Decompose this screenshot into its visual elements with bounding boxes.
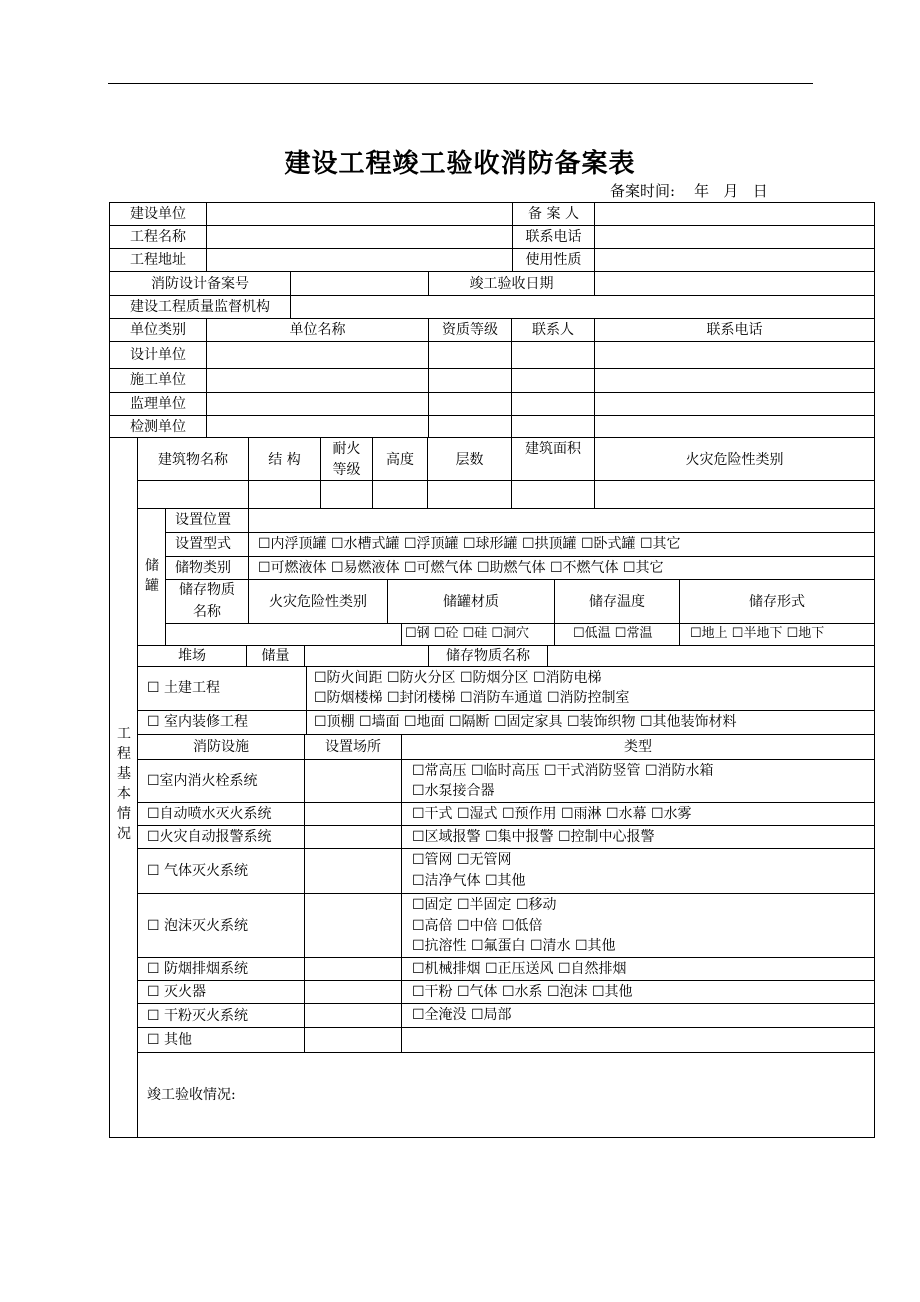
filing-time: 备案时间: 年 月 日 — [610, 182, 768, 200]
label-tank-material: 储罐材质 — [443, 594, 499, 610]
label-storage-temp: 储存温度 — [589, 594, 645, 610]
label-facility-place: 设置场所 — [325, 739, 381, 755]
label-unit-type: 单位类别 — [130, 322, 186, 338]
tank-label: 储 罐 — [145, 558, 159, 594]
label-structure: 结 构 — [268, 452, 301, 468]
works-decor-line-1[interactable]: ☐顶棚 ☐墙面 ☐地面 ☐隔断 ☐固定家具 ☐装饰织物 ☐其他装饰材料 — [314, 714, 737, 730]
label-fire-hazard: 火灾危险性类别 — [685, 452, 784, 468]
system-gas-type-2[interactable]: ☐洁净气体 ☐其他 — [412, 873, 526, 889]
system-smoke-type[interactable]: ☐机械排烟 ☐正压送风 ☐自然排烟 — [412, 961, 627, 977]
system-powder[interactable]: ☐ 干粉灭火系统 — [147, 1008, 249, 1024]
system-hydrant-type-2[interactable]: ☐水泵接合器 — [412, 783, 495, 799]
label-qualification: 资质等级 — [442, 322, 498, 338]
system-alarm[interactable]: ☐火灾自动报警系统 — [147, 829, 272, 845]
options-storage-form[interactable]: ☐地上 ☐半地下 ☐地下 — [690, 626, 825, 641]
works-decor-name[interactable]: ☐ 室内装修工程 — [147, 714, 249, 730]
label-storage-form: 储存形式 — [749, 594, 805, 610]
system-extinguisher[interactable]: ☐ 灭火器 — [147, 984, 207, 1000]
works-civil-name[interactable]: ☐ 土建工程 — [147, 680, 221, 696]
label-storage-material-2: 名称 — [193, 604, 221, 620]
label-fire-rating-2: 等级 — [332, 462, 361, 478]
section-basic-info: 工 程 基 本 情 况 — [117, 726, 131, 842]
label-construction-unit: 施工单位 — [130, 372, 186, 388]
acceptance-label: 竣工验收情况: — [147, 1087, 236, 1103]
label-fire-hazard2: 火灾危险性类别 — [269, 594, 367, 610]
system-foam-type-3[interactable]: ☐抗溶性 ☐氟蛋白 ☐清水 ☐其他 — [412, 938, 616, 954]
label-yard-material: 储存物质名称 — [446, 648, 530, 664]
label-contact-phone: 联系电话 — [525, 229, 582, 245]
label-design-unit: 设计单位 — [130, 347, 186, 363]
label-height: 高度 — [386, 452, 414, 468]
label-yard: 堆场 — [178, 648, 206, 664]
label-fire-rating-1: 耐火 — [332, 441, 361, 457]
system-alarm-type[interactable]: ☐区域报警 ☐集中报警 ☐控制中心报警 — [412, 829, 655, 845]
label-reserve: 储量 — [261, 648, 290, 664]
label-completion-date: 竣工验收日期 — [469, 276, 554, 292]
system-gas[interactable]: ☐ 气体灭火系统 — [147, 863, 249, 879]
system-smoke[interactable]: ☐ 防烟排烟系统 — [147, 961, 249, 977]
label-fire-design-no: 消防设计备案号 — [151, 276, 249, 292]
label-facility-type: 类型 — [624, 739, 652, 755]
options-tank-material[interactable]: ☐钢 ☐砼 ☐硅 ☐洞穴 — [405, 626, 530, 641]
system-other[interactable]: ☐ 其他 — [147, 1032, 193, 1048]
label-supervision-unit: 监理单位 — [130, 396, 186, 412]
label-contact-person: 联系人 — [532, 322, 574, 338]
label-project-name: 工程名称 — [130, 229, 186, 245]
label-floors: 层数 — [455, 452, 484, 468]
system-hydrant[interactable]: ☐室内消火栓系统 — [147, 773, 258, 789]
label-facility: 消防设施 — [193, 739, 249, 755]
options-set-type[interactable]: ☐内浮顶罐 ☐水槽式罐 ☐浮顶罐 ☐球形罐 ☐拱顶罐 ☐卧式罐 ☐其它 — [258, 536, 681, 552]
system-gas-type-1[interactable]: ☐管网 ☐无管网 — [412, 852, 512, 868]
page-title: 建设工程竣工验收消防备案表 — [284, 149, 636, 179]
label-set-location: 设置位置 — [175, 512, 231, 528]
label-quality-org: 建设工程质量监督机构 — [130, 299, 270, 315]
label-project-address: 工程地址 — [130, 252, 186, 268]
label-bldg-name: 建筑物名称 — [158, 452, 228, 468]
label-set-type: 设置型式 — [175, 536, 231, 552]
label-contact-phone2: 联系电话 — [706, 322, 763, 338]
label-use-nature: 使用性质 — [525, 252, 582, 268]
system-foam[interactable]: ☐ 泡沫灭火系统 — [147, 918, 249, 934]
works-civil-line-1[interactable]: ☐防火间距 ☐防火分区 ☐防烟分区 ☐消防电梯 — [314, 670, 602, 686]
system-hydrant-type-1[interactable]: ☐常高压 ☐临时高压 ☐干式消防竖管 ☐消防水箱 — [412, 763, 714, 779]
options-storage-temp[interactable]: ☐低温 ☐常温 — [573, 626, 653, 641]
label-unit-name: 单位名称 — [289, 322, 346, 338]
system-sprinkler-type[interactable]: ☐干式 ☐湿式 ☐预作用 ☐雨淋 ☐水幕 ☐水雾 — [412, 806, 692, 822]
system-sprinkler[interactable]: ☐自动喷水灭火系统 — [147, 806, 272, 822]
system-foam-type-2[interactable]: ☐高倍 ☐中倍 ☐低倍 — [412, 918, 543, 934]
works-civil-line-2[interactable]: ☐防烟楼梯 ☐封闭楼梯 ☐消防车通道 ☐消防控制室 — [314, 690, 630, 706]
label-area: 建筑面积 — [525, 441, 581, 457]
system-extinguisher-type[interactable]: ☐干粉 ☐气体 ☐水系 ☐泡沫 ☐其他 — [412, 984, 633, 1000]
options-storage-class[interactable]: ☐可燃液体 ☐易燃液体 ☐可燃气体 ☐助燃气体 ☐不燃气体 ☐其它 — [258, 560, 664, 576]
system-powder-type[interactable]: ☐全淹没 ☐局部 — [412, 1007, 512, 1023]
label-storage-class: 储物类别 — [175, 560, 231, 576]
label-filer: 备 案 人 — [528, 206, 579, 222]
label-storage-material-1: 储存物质 — [179, 582, 235, 598]
label-testing-unit: 检测单位 — [130, 419, 186, 435]
label-build-unit: 建设单位 — [130, 206, 186, 222]
system-foam-type-1[interactable]: ☐固定 ☐半固定 ☐移动 — [412, 897, 557, 913]
